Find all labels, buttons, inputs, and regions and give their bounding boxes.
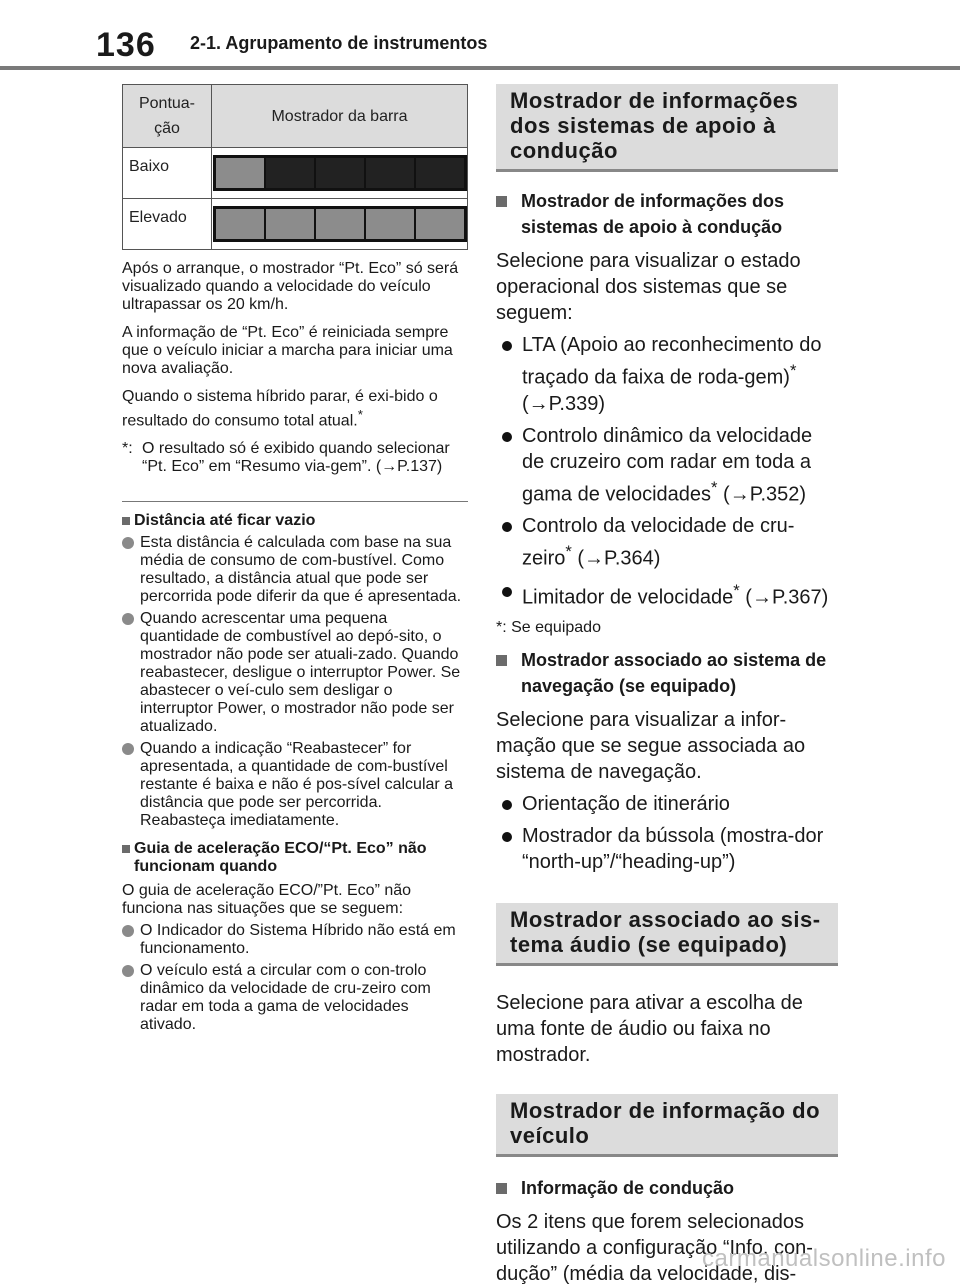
left-column xyxy=(122,84,468,1034)
heading-distance: Distância até ficar vazio xyxy=(122,512,468,530)
right-column xyxy=(496,84,838,1287)
paragraph: Selecione para visualizar o estado operacional dos sistemas que se seguem: xyxy=(496,250,801,324)
list-item: Limitador de velocidade* (→P.367) xyxy=(496,578,838,611)
row-label-low: Baixo xyxy=(123,148,212,199)
section-box-vehicle-info: Mostrador de informação do veículo xyxy=(496,1094,838,1157)
bar-segment xyxy=(366,158,414,188)
bar-segment xyxy=(416,158,464,188)
list-item: O Indicador do Sistema Híbrido não está em funcionamento. xyxy=(122,922,468,958)
bar-low xyxy=(213,155,467,191)
eco-score-table xyxy=(122,84,468,250)
bar-segment xyxy=(266,209,314,239)
bar-segment xyxy=(366,209,414,239)
section-title: 2-1. Agrupamento de instrumentos xyxy=(190,33,488,53)
bar-high xyxy=(213,206,467,242)
heading-driving-info: Informação de condução xyxy=(496,1175,838,1201)
page-number: 136 xyxy=(96,26,156,64)
list-item: O veículo está a circular com o con-trolo dinâmico da velocidade de cru-zeiro com radar em toda a gama de velocidades ativado. xyxy=(122,962,468,1034)
section-box-driving-support: Mostrador de informações dos sistemas de apoio à condução xyxy=(496,84,838,172)
footnote: *: O resultado só é exibido quando selecionar “Pt. Eco” em “Resumo via-gem”. (→P.137) xyxy=(122,440,450,476)
list-item: Quando acrescentar uma pequena quantidade de combustível ao depó-sito, o mostrador não pode ser atuali-zado. Quando reabastecer, desligue o interruptor Power. Se abastecer o veí-culo sem desligar o interruptor Power, o mostrador não pode ser atualizado. xyxy=(122,610,468,736)
bar-segment xyxy=(416,209,464,239)
bar-segment xyxy=(316,209,364,239)
paragraph: Selecione para ativar a escolha de uma fonte de áudio ou faixa no mostrador. xyxy=(496,991,803,1066)
table-head-score: Pontua- ção xyxy=(123,85,212,148)
bar-segment xyxy=(216,158,264,188)
list-item: LTA (Apoio ao reconhecimento do traçado da faixa de roda-gem)* (→P.339) xyxy=(496,332,838,417)
paragraph: Após o arranque, o mostrador “Pt. Eco” só será visualizado quando a velocidade do veículo ultrapassar os 20 km/h. xyxy=(122,260,459,313)
bar-segment xyxy=(216,209,264,239)
heading-eco-guide: Guia de aceleração ECO/“Pt. Eco” não funcionam quando xyxy=(122,840,468,876)
list-item: Mostrador da bússola (mostra-dor “north-up”/“heading-up”) xyxy=(496,823,838,875)
row-label-high: Elevado xyxy=(123,199,212,250)
list-item: Orientação de itinerário xyxy=(496,791,838,817)
watermark: carmanualsonline.info xyxy=(702,1245,946,1272)
paragraph: Quando o sistema híbrido parar, é exi-bido o resultado do consumo total atual.* xyxy=(122,388,438,430)
heading-driving-support: Mostrador de informações dos sistemas de apoio à condução xyxy=(496,188,838,240)
paragraph: Os 2 itens que forem selecionados utilizando a configuração “Info. con-dução” (média da velocidade, dis- xyxy=(496,1210,813,1285)
section-box-audio: Mostrador associado ao sis-tema áudio (se equipado) xyxy=(496,903,838,966)
divider xyxy=(122,501,468,502)
list-item: Controlo dinâmico da velocidade de cruzeiro com radar em toda a gama de velocidades* (→P.352) xyxy=(496,423,838,508)
list-item: Controlo da velocidade de cru-zeiro* (→P.364) xyxy=(496,513,838,572)
bar-segment xyxy=(266,158,314,188)
paragraph: O guia de aceleração ECO/”Pt. Eco” não funciona nas situações que se seguem: xyxy=(122,882,412,918)
list-item: Quando a indicação “Reabastecer” for apresentada, a quantidade de com-bustível restante é baixa e não é pos-sível calcular a distância que pode ser percorrida. Reabasteça imediatamente. xyxy=(122,740,468,830)
bar-segment xyxy=(316,158,364,188)
list-item: Esta distância é calculada com base na sua média de consumo de com-bustível. Como resultado, a distância atual que pode ser percorrida pode diferir da que é apresentada. xyxy=(122,534,468,606)
heading-navigation: Mostrador associado ao sistema de navegação (se equipado) xyxy=(496,647,838,699)
table-head-bar: Mostrador da barra xyxy=(212,85,468,148)
footnote: *: Se equipado xyxy=(496,618,601,636)
header-rule xyxy=(0,66,960,70)
paragraph: A informação de “Pt. Eco” é reiniciada sempre que o veículo iniciar a marcha para iniciar uma nova avaliação. xyxy=(122,324,453,377)
paragraph: Selecione para visualizar a infor-mação que se segue associada ao sistema de navegação. xyxy=(496,708,806,783)
